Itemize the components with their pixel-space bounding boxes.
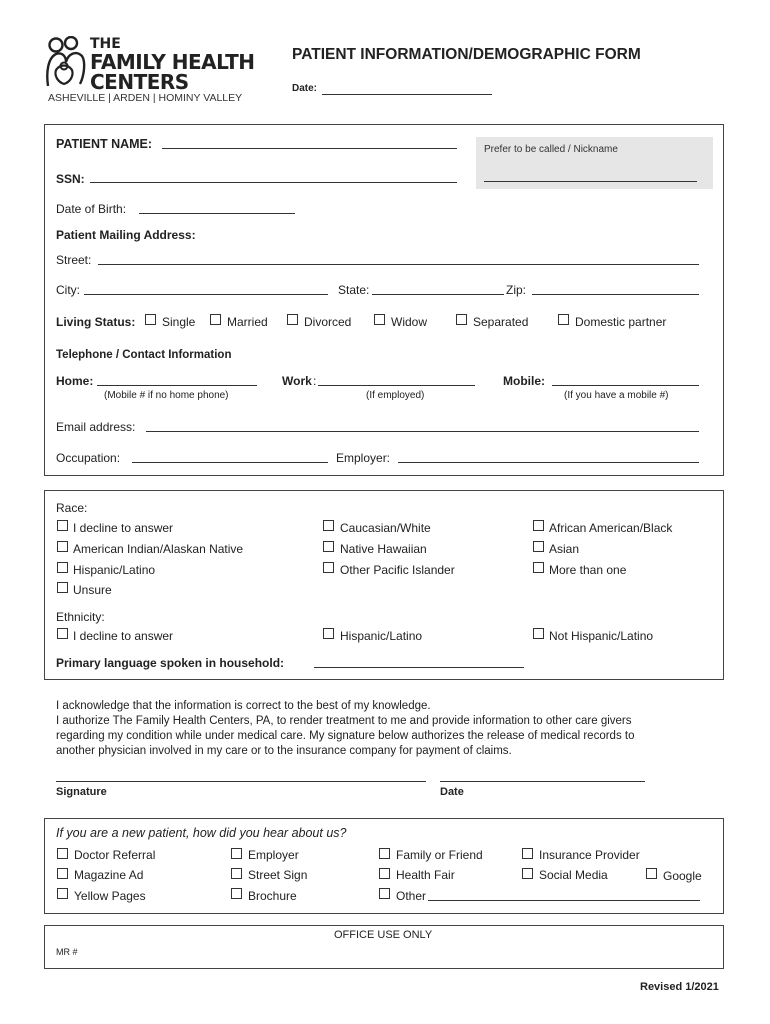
ethnicity-not-hispanic-label: Not Hispanic/Latino	[549, 629, 654, 643]
race-more-than-one-checkbox[interactable]	[533, 562, 544, 573]
logo-line-centers: CENTERS	[90, 70, 189, 94]
logo-locations: ASHEVILLE | ARDEN | HOMINY VALLEY	[48, 92, 243, 104]
living-widow-checkbox[interactable]	[374, 314, 385, 325]
zip-field[interactable]	[532, 294, 699, 295]
patient-name-label: PATIENT NAME:	[56, 137, 153, 151]
logo-line-family-health: FAMILY HEALTH	[90, 50, 255, 74]
office-use-heading: OFFICE USE ONLY	[334, 929, 433, 941]
race-pacific-islander-checkbox[interactable]	[323, 562, 334, 573]
mr-number-label: MR #	[56, 947, 78, 957]
signature-date-label: Date	[440, 786, 464, 798]
referral-doctor-label: Doctor Referral	[74, 848, 156, 862]
mobile-phone-note: (If you have a mobile #)	[564, 390, 669, 401]
referral-other-checkbox[interactable]	[379, 888, 390, 899]
referral-health-fair-checkbox[interactable]	[379, 868, 390, 879]
race-asian-label: Asian	[549, 542, 580, 556]
referral-street-sign-label: Street Sign	[248, 868, 308, 882]
employer-label: Employer:	[336, 451, 391, 465]
state-label: State:	[338, 283, 370, 297]
dob-field[interactable]	[139, 213, 295, 214]
patient-name-field[interactable]	[162, 148, 457, 149]
nickname-label: Prefer to be called / Nickname	[484, 144, 618, 155]
demographics-section	[44, 490, 724, 680]
referral-insurance-label: Insurance Provider	[539, 848, 640, 862]
acknowledge-line-1: I acknowledge that the information is correct to the best of my knowledge.	[56, 700, 431, 712]
race-african-american-label: African American/Black	[549, 521, 673, 535]
referral-google-checkbox[interactable]	[646, 868, 657, 879]
living-domestic-partner-label: Domestic partner	[575, 315, 667, 329]
referral-other-label: Other	[396, 889, 427, 903]
race-caucasian-checkbox[interactable]	[323, 520, 334, 531]
header-date-line[interactable]	[322, 94, 492, 95]
ethnicity-not-hispanic-checkbox[interactable]	[533, 628, 544, 639]
referral-family-checkbox[interactable]	[379, 848, 390, 859]
living-married-checkbox[interactable]	[210, 314, 221, 325]
ssn-label: SSN:	[56, 172, 85, 186]
acknowledge-line-4: another physician involved in my care or to the insurance company for payment of claims.	[56, 745, 512, 757]
nickname-field[interactable]	[484, 181, 697, 182]
signature-label: Signature	[56, 786, 107, 798]
living-separated-checkbox[interactable]	[456, 314, 467, 325]
race-unsure-checkbox[interactable]	[57, 582, 68, 593]
family-logo-icon	[44, 36, 88, 90]
ethnicity-hispanic-checkbox[interactable]	[323, 628, 334, 639]
race-more-than-one-label: More than one	[549, 563, 627, 577]
dob-label: Date of Birth:	[56, 202, 127, 216]
ethnicity-decline-label: I decline to answer	[73, 629, 174, 643]
work-phone-note: (If employed)	[366, 390, 425, 401]
living-divorced-label: Divorced	[304, 315, 352, 329]
revised-date: Revised 1/2021	[640, 981, 719, 993]
living-single-label: Single	[162, 315, 196, 329]
logo-line-the: THE	[90, 36, 121, 52]
work-phone-colon: :	[313, 374, 317, 388]
referral-magazine-checkbox[interactable]	[57, 868, 68, 879]
referral-brochure-label: Brochure	[248, 889, 297, 903]
referral-brochure-checkbox[interactable]	[231, 888, 242, 899]
race-american-indian-checkbox[interactable]	[57, 541, 68, 552]
ethnicity-label: Ethnicity:	[56, 610, 105, 624]
referral-doctor-checkbox[interactable]	[57, 848, 68, 859]
employer-field[interactable]	[398, 462, 699, 463]
ethnicity-hispanic-label: Hispanic/Latino	[340, 629, 423, 643]
race-hispanic-checkbox[interactable]	[57, 562, 68, 573]
work-phone-field[interactable]	[318, 385, 475, 386]
living-widow-label: Widow	[391, 315, 428, 329]
referral-magazine-label: Magazine Ad	[74, 868, 144, 882]
living-separated-label: Separated	[473, 315, 529, 329]
ethnicity-decline-checkbox[interactable]	[57, 628, 68, 639]
state-field[interactable]	[372, 294, 504, 295]
race-native-hawaiian-checkbox[interactable]	[323, 541, 334, 552]
race-decline-checkbox[interactable]	[57, 520, 68, 531]
referral-question: If you are a new patient, how did you hear about us?	[56, 826, 347, 840]
home-phone-field[interactable]	[97, 385, 257, 386]
primary-language-field[interactable]	[314, 667, 524, 668]
street-field[interactable]	[98, 264, 699, 265]
signature-field[interactable]	[56, 781, 426, 782]
race-decline-label: I decline to answer	[73, 521, 174, 535]
living-domestic-partner-checkbox[interactable]	[558, 314, 569, 325]
living-married-label: Married	[227, 315, 268, 329]
referral-street-sign-checkbox[interactable]	[231, 868, 242, 879]
race-african-american-checkbox[interactable]	[533, 520, 544, 531]
mobile-phone-label: Mobile:	[503, 374, 545, 388]
living-status-label: Living Status:	[56, 315, 136, 329]
email-label: Email address:	[56, 420, 136, 434]
living-single-checkbox[interactable]	[145, 314, 156, 325]
acknowledge-line-2: I authorize The Family Health Centers, PA, to render treatment to me and provide information to other care givers	[56, 715, 632, 727]
referral-google-label: Google	[663, 869, 702, 883]
referral-health-fair-label: Health Fair	[396, 868, 455, 882]
home-phone-label: Home:	[56, 374, 94, 388]
referral-other-field[interactable]	[428, 900, 700, 901]
ssn-field[interactable]	[90, 182, 457, 183]
race-hispanic-label: Hispanic/Latino	[73, 563, 156, 577]
telephone-heading: Telephone / Contact Information	[56, 349, 232, 361]
referral-social-media-label: Social Media	[539, 868, 608, 882]
referral-insurance-checkbox[interactable]	[522, 848, 533, 859]
occupation-field[interactable]	[132, 462, 328, 463]
acknowledge-line-3: regarding my condition while under medical care. My signature below authorizes the release of medical records to	[56, 730, 635, 742]
header-date-label: Date:	[292, 83, 318, 94]
referral-yellow-pages-label: Yellow Pages	[74, 889, 146, 903]
race-pacific-islander-label: Other Pacific Islander	[340, 563, 455, 577]
occupation-label: Occupation:	[56, 451, 121, 465]
signature-date-field[interactable]	[440, 781, 645, 782]
race-asian-checkbox[interactable]	[533, 541, 544, 552]
zip-label: Zip:	[506, 283, 527, 297]
primary-language-label: Primary language spoken in household:	[56, 656, 285, 670]
race-american-indian-label: American Indian/Alaskan Native	[73, 542, 244, 556]
street-label: Street:	[56, 253, 92, 267]
referral-yellow-pages-checkbox[interactable]	[57, 888, 68, 899]
city-field[interactable]	[84, 294, 328, 295]
mailing-address-heading: Patient Mailing Address:	[56, 228, 196, 242]
referral-employer-label: Employer	[248, 848, 299, 862]
race-label: Race:	[56, 501, 88, 515]
referral-employer-checkbox[interactable]	[231, 848, 242, 859]
city-label: City:	[56, 283, 80, 297]
work-phone-label: Work	[282, 374, 312, 388]
race-caucasian-label: Caucasian/White	[340, 521, 431, 535]
race-native-hawaiian-label: Native Hawaiian	[340, 542, 427, 556]
home-phone-note: (Mobile # if no home phone)	[104, 390, 229, 401]
mobile-phone-field[interactable]	[552, 385, 699, 386]
living-divorced-checkbox[interactable]	[287, 314, 298, 325]
email-field[interactable]	[146, 431, 699, 432]
referral-social-media-checkbox[interactable]	[522, 868, 533, 879]
form-title: PATIENT INFORMATION/DEMOGRAPHIC FORM	[292, 46, 641, 63]
race-unsure-label: Unsure	[73, 583, 112, 597]
referral-family-label: Family or Friend	[396, 848, 483, 862]
